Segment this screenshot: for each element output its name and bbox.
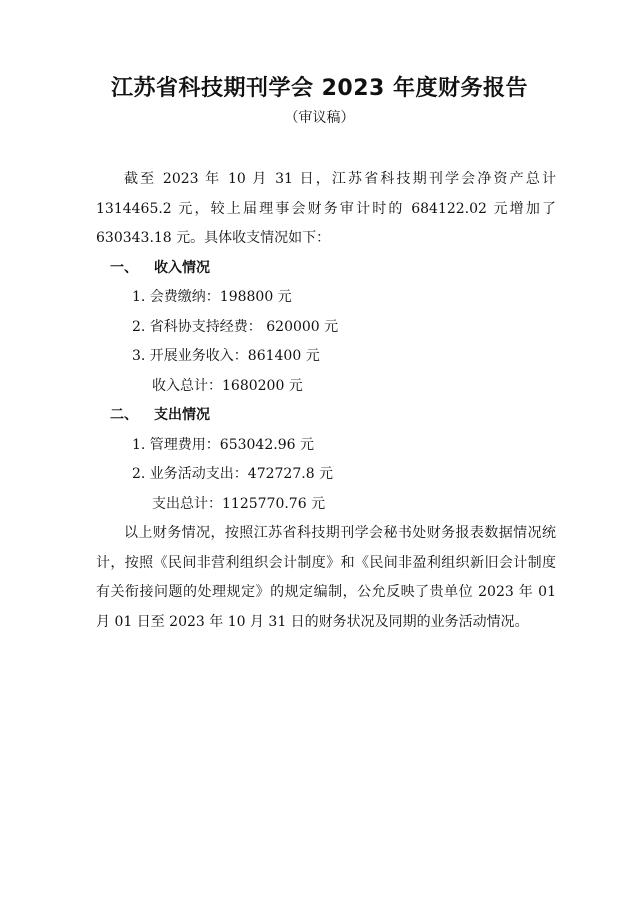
income-total: 收入总计：1680200 元 [152, 377, 303, 394]
income-item: 2. 省科协支持经费： 620000 元 [132, 318, 339, 335]
income-heading-text: 收入情况 [154, 259, 210, 276]
document-subtitle: （审议稿） [284, 110, 355, 126]
expense-heading-number: 二、 [110, 407, 138, 423]
income-heading [96, 254, 556, 284]
expense-item: 2. 业务活动支出：472727.8 元 [132, 466, 334, 482]
expense-heading-text: 支出情况 [154, 407, 210, 423]
expense-total: 支出总计：1125770.76 元 [152, 495, 326, 512]
expense-heading [96, 401, 556, 431]
expense-item: 1. 管理费用：653042.96 元 [132, 436, 314, 453]
income-heading-number: 一、 [110, 259, 138, 276]
document-body [96, 165, 556, 637]
intro-paragraph: 截至 2023 年 10 月 31 日，江苏省科技期刊学会净资产总计 1314465.2 元，较上届理事会财务审计时的 684122.02 元增加了 630343.18 元。具体收支情况如下： [96, 171, 556, 246]
income-item: 1. 会费缴纳：198800 元 [132, 289, 292, 305]
conclusion-paragraph: 以上财务情况，按照江苏省科技期刊学会秘书处财务报表数据情况统计，按照《民间非营利组织会计制度》和《民间非盈利组织新旧会计制度有关衔接问题的处理规定》的规定编制，公允反映了贵单位 2023 年 01 月 01 日至 2023 年 10 月 31 日的财务状况及同期的业务活动情况。 [96, 525, 556, 630]
income-item: 3. 开展业务收入：861400 元 [132, 348, 320, 364]
document-title: 江苏省科技期刊学会 2023 年度财务报告 [110, 76, 529, 101]
